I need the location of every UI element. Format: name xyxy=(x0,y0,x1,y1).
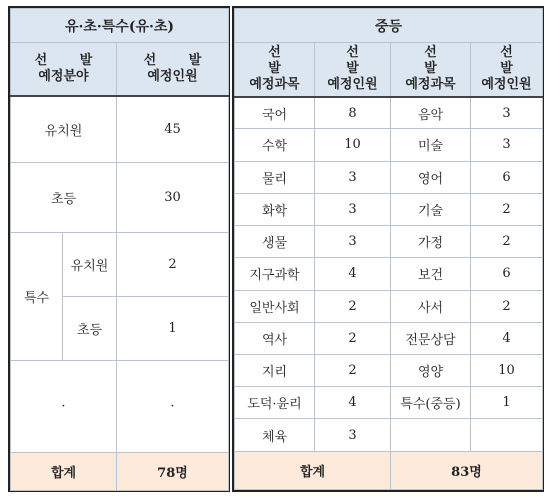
secondary-rows xyxy=(235,97,543,452)
subject-name: 가정 xyxy=(391,226,471,258)
kinder-elem-special-panel xyxy=(8,6,230,492)
subject-row xyxy=(235,258,543,290)
special-kinder-label: 유치원 xyxy=(63,232,117,296)
left-panel-title: 유·초·특수(유·초) xyxy=(11,9,229,43)
subject-name: 음악 xyxy=(391,97,471,129)
subject-count xyxy=(471,419,543,451)
special-kinder-count: 2 xyxy=(117,232,229,296)
field-header xyxy=(11,43,117,97)
elem-label: 초등 xyxy=(11,162,117,232)
subject-header-1-top: 선 발 xyxy=(268,45,295,77)
special-elem-count: 1 xyxy=(117,296,229,360)
right-total-count: 83명 xyxy=(391,451,543,489)
subject-row xyxy=(235,355,543,387)
subject-row xyxy=(235,193,543,225)
subject-count: 3 xyxy=(315,161,391,193)
kinder-elem-special-table xyxy=(10,8,229,491)
kinder-label: 유치원 xyxy=(11,96,117,162)
subject-count: 2 xyxy=(471,290,543,322)
subject-row xyxy=(235,419,543,451)
subject-header-2-top: 선 발 xyxy=(424,45,451,77)
subject-name: 도덕·윤리 xyxy=(235,387,315,419)
subject-name: 화학 xyxy=(235,193,315,225)
field-header-top: 선 발 xyxy=(34,53,107,68)
subject-count: 4 xyxy=(315,258,391,290)
left-total-count: 78명 xyxy=(117,452,229,490)
count-header-1-bottom: 예정인원 xyxy=(327,77,378,93)
subject-count: 4 xyxy=(471,322,543,354)
subject-name: 지구과학 xyxy=(235,258,315,290)
subject-name: 미술 xyxy=(391,129,471,161)
subject-row xyxy=(235,226,543,258)
secondary-table xyxy=(234,8,543,490)
subject-row xyxy=(235,322,543,354)
subject-name xyxy=(391,419,471,451)
subject-name: 전문상담 xyxy=(391,322,471,354)
subject-count: 6 xyxy=(471,161,543,193)
subject-count: 3 xyxy=(315,193,391,225)
count-header-2-top: 선 발 xyxy=(500,45,527,77)
subject-count: 10 xyxy=(471,355,543,387)
subject-header-2 xyxy=(391,43,471,97)
subject-name: 영어 xyxy=(391,161,471,193)
subject-name: 체육 xyxy=(235,419,315,451)
subject-row xyxy=(235,161,543,193)
subject-name: 기술 xyxy=(391,193,471,225)
subject-row xyxy=(235,290,543,322)
subject-count: 2 xyxy=(315,322,391,354)
right-panel-title: 중등 xyxy=(235,9,543,43)
subject-count: 8 xyxy=(315,97,391,129)
count-header-top: 선 발 xyxy=(143,53,216,68)
count-header-bottom: 예정인원 xyxy=(147,69,198,84)
subject-count: 6 xyxy=(471,258,543,290)
subject-count: 1 xyxy=(471,387,543,419)
special-elem-label: 초등 xyxy=(63,296,117,360)
subject-row xyxy=(235,97,543,129)
special-label: 특수 xyxy=(11,232,63,360)
subject-count: 3 xyxy=(315,419,391,451)
subject-name: 생물 xyxy=(235,226,315,258)
subject-count: 3 xyxy=(471,129,543,161)
subject-count: 2 xyxy=(471,193,543,225)
count-header xyxy=(117,43,229,97)
subject-name: 일반사회 xyxy=(235,290,315,322)
subject-count: 10 xyxy=(315,129,391,161)
subject-count: 3 xyxy=(315,226,391,258)
left-total-label: 합계 xyxy=(11,452,117,490)
subject-count: 2 xyxy=(471,226,543,258)
subject-name: 수학 xyxy=(235,129,315,161)
elem-count: 30 xyxy=(117,162,229,232)
count-header-2 xyxy=(471,43,543,97)
field-header-bottom: 예정분야 xyxy=(38,69,89,84)
subject-count: 4 xyxy=(315,387,391,419)
subject-name: 물리 xyxy=(235,161,315,193)
subject-name: 영양 xyxy=(391,355,471,387)
count-header-1 xyxy=(315,43,391,97)
subject-header-1-bottom: 예정과목 xyxy=(249,77,300,93)
selection-quota-tables xyxy=(8,6,544,492)
subject-header-1 xyxy=(235,43,315,97)
subject-count: 3 xyxy=(471,97,543,129)
subject-row xyxy=(235,129,543,161)
subject-count: 2 xyxy=(315,290,391,322)
secondary-panel xyxy=(232,6,544,492)
subject-name: 지리 xyxy=(235,355,315,387)
subject-name: 역사 xyxy=(235,322,315,354)
kinder-count: 45 xyxy=(117,96,229,162)
count-header-1-top: 선 발 xyxy=(346,45,373,77)
subject-row xyxy=(235,387,543,419)
count-header-2-bottom: 예정인원 xyxy=(481,77,532,93)
subject-header-2-bottom: 예정과목 xyxy=(405,77,456,93)
subject-count: 2 xyxy=(315,355,391,387)
subject-name: 특수(중등) xyxy=(391,387,471,419)
blank-count: · xyxy=(117,360,229,452)
subject-name: 사서 xyxy=(391,290,471,322)
subject-name: 보건 xyxy=(391,258,471,290)
subject-name: 국어 xyxy=(235,97,315,129)
blank-label: · xyxy=(11,360,117,452)
right-total-label: 합계 xyxy=(235,451,391,489)
